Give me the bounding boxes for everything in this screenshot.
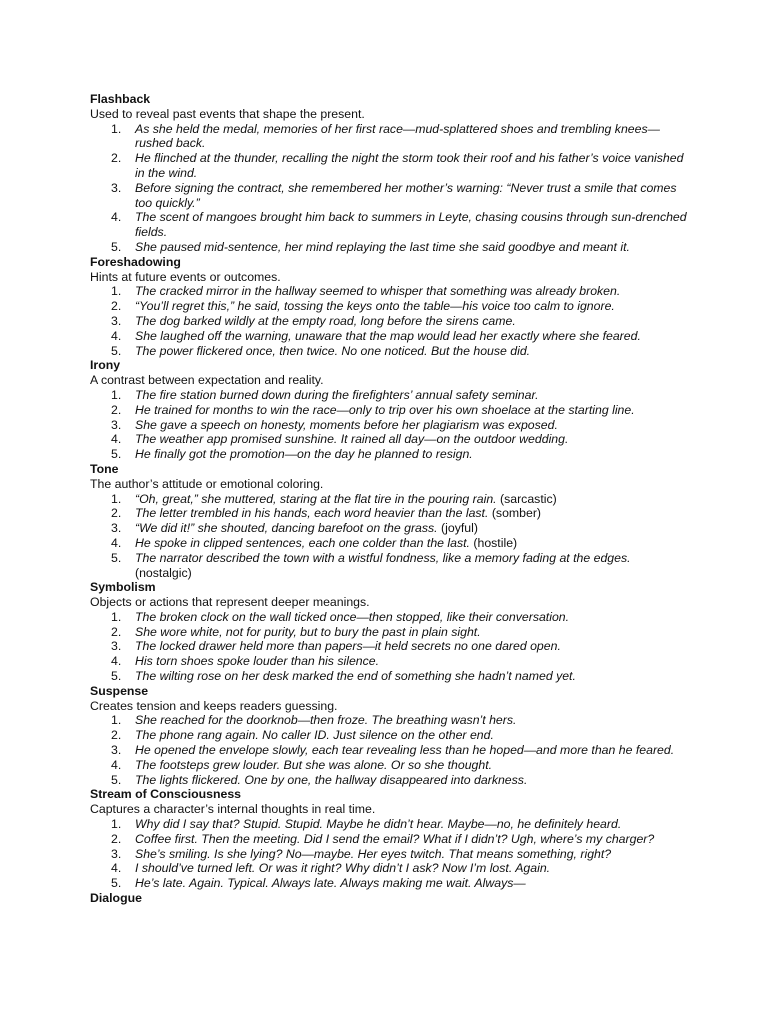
- list-item: [90, 210, 690, 240]
- section-description: Used to reveal past events that shape the present.: [90, 106, 365, 121]
- list-item: [90, 492, 690, 507]
- list-item: [90, 151, 690, 181]
- list-item: [90, 536, 690, 551]
- list-item: [90, 299, 690, 314]
- list-item: [90, 344, 690, 359]
- list-item: [90, 521, 690, 536]
- example-text: The broken clock on the wall ticked once—then stopped, like their conversation.: [135, 609, 570, 624]
- list-item-number: 5.: [111, 343, 122, 358]
- list-item-number: 1.: [111, 121, 122, 136]
- example-text: He finally got the promotion—on the day he planned to resign.: [135, 447, 473, 462]
- section-heading: Flashback: [90, 92, 151, 106]
- document-page: [90, 92, 690, 906]
- section-description: Captures a character’s internal thoughts in real time.: [90, 802, 376, 817]
- list-item-number: 3.: [111, 846, 122, 861]
- list-item: [90, 447, 690, 462]
- list-item: [90, 876, 690, 891]
- list-item-number: 1.: [111, 609, 122, 624]
- list-item: [90, 728, 690, 743]
- tone-label: (joyful): [441, 521, 478, 536]
- list-item-number: 5.: [111, 772, 122, 787]
- section-heading: Symbolism: [90, 580, 156, 595]
- list-item-number: 2.: [111, 831, 122, 846]
- tone-label: (somber): [491, 506, 542, 521]
- section-description: The author’s attitude or emotional coloring.: [90, 476, 324, 491]
- example-list: [90, 492, 690, 581]
- example-text: “You’ll regret this,” he said, tossing the keys onto the table—his voice too calm to ignore.: [135, 299, 615, 314]
- example-list: [90, 817, 690, 891]
- section-flashback: [90, 92, 690, 255]
- section-description: Objects or actions that represent deeper meanings.: [90, 595, 370, 610]
- list-item-number: 1.: [111, 491, 122, 506]
- list-item: [90, 832, 690, 847]
- example-text: The fire station burned down during the firefighters’ annual safety seminar.: [135, 387, 539, 402]
- section-tone: [90, 462, 690, 580]
- list-item-number: 2.: [111, 299, 122, 314]
- list-item-number: 5.: [111, 447, 122, 462]
- list-item: [90, 713, 690, 728]
- section-description: A contrast between expectation and reality.: [90, 373, 324, 388]
- list-item-number: 5.: [111, 239, 122, 254]
- example-text: The locked drawer held more than papers—it held secrets no one dared open.: [135, 639, 561, 654]
- section-description: Hints at future events or outcomes.: [90, 269, 281, 284]
- list-item-number: 1.: [111, 817, 122, 832]
- list-item-number: 3.: [111, 521, 122, 536]
- example-text: She wore white, not for purity, but to bury the past in plain sight.: [135, 624, 481, 639]
- list-item: [90, 654, 690, 669]
- example-text: She reached for the doorknob—then froze. The breathing wasn’t hers.: [135, 713, 517, 728]
- example-text: As she held the medal, memories of her first race—mud-splattered shoes and trembling knees—rushed back.: [135, 121, 660, 151]
- list-item: [90, 551, 690, 581]
- list-item-number: 4.: [111, 328, 122, 343]
- list-item: [90, 181, 690, 211]
- list-item: [90, 122, 690, 152]
- tone-label: (nostalgic): [135, 565, 192, 580]
- example-list: [90, 713, 690, 787]
- list-item: [90, 669, 690, 684]
- example-text: The scent of mangoes brought him back to summers in Leyte, chasing cousins through sun-drenched fields.: [135, 210, 687, 240]
- list-item: [90, 284, 690, 299]
- list-item: [90, 773, 690, 788]
- section-heading: Irony: [90, 358, 121, 373]
- list-item-number: 2.: [111, 151, 122, 166]
- list-item: [90, 388, 690, 403]
- list-item-number: 1.: [111, 387, 122, 402]
- example-text: He flinched at the thunder, recalling the night the storm took their roof and his father’s voice vanished in the wind.: [135, 151, 684, 180]
- section-description: Creates tension and keeps readers guessing.: [90, 698, 338, 713]
- list-item: [90, 610, 690, 625]
- section-heading: Foreshadowing: [90, 254, 181, 269]
- list-item-number: 4.: [111, 210, 122, 225]
- section-symbolism: [90, 580, 690, 684]
- section-foreshadowing: [90, 255, 690, 359]
- example-text: The wilting rose on her desk marked the end of something she hadn’t named yet.: [135, 669, 576, 684]
- list-item-number: 3.: [111, 180, 122, 195]
- example-text: “We did it!” she shouted, dancing barefoot on the grass.: [135, 521, 438, 536]
- example-text: He spoke in clipped sentences, each one colder than the last.: [135, 535, 470, 550]
- list-item-number: 1.: [111, 713, 122, 728]
- section-stream-of-consciousness: [90, 787, 690, 891]
- list-item-number: 5.: [111, 669, 122, 684]
- list-item-number: 2.: [111, 506, 122, 521]
- list-item: [90, 329, 690, 344]
- list-item: [90, 506, 690, 521]
- section-heading: Dialogue: [90, 891, 142, 906]
- example-list: [90, 388, 690, 462]
- section-heading: Stream of Consciousness: [90, 787, 242, 802]
- list-item: [90, 743, 690, 758]
- example-text: He opened the envelope slowly, each tear revealing less than he hoped—and more than he feared.: [135, 743, 675, 758]
- list-item-number: 4.: [111, 432, 122, 447]
- list-item-number: 4.: [111, 535, 122, 550]
- example-text: The phone rang again. No caller ID. Just silence on the other end.: [135, 728, 494, 743]
- list-item-number: 4.: [111, 861, 122, 876]
- list-item: [90, 418, 690, 433]
- section-heading: Suspense: [90, 683, 149, 698]
- example-text: I should’ve turned left. Or was it right? Why didn’t I ask? Now I’m lost. Again.: [135, 861, 551, 876]
- example-text: The lights flickered. One by one, the hallway disappeared into darkness.: [135, 772, 528, 787]
- example-list: [90, 284, 690, 358]
- list-item: [90, 758, 690, 773]
- example-text: The weather app promised sunshine. It rained all day—on the outdoor wedding.: [135, 432, 569, 447]
- example-list: [90, 610, 690, 684]
- example-text: The dog barked wildly at the empty road, long before the sirens came.: [135, 313, 516, 328]
- list-item: [90, 861, 690, 876]
- example-text: The narrator described the town with a wistful fondness, like a memory fading at the edges.: [135, 550, 631, 565]
- example-text: She paused mid-sentence, her mind replaying the last time she said goodbye and meant it.: [135, 239, 630, 254]
- example-text: She gave a speech on honesty, moments before her plagiarism was exposed.: [135, 417, 558, 432]
- list-item: [90, 240, 690, 255]
- list-item-number: 3.: [111, 313, 122, 328]
- section-heading: Tone: [90, 461, 119, 476]
- example-text: The cracked mirror in the hallway seemed to whisper that something was already broken.: [135, 284, 621, 299]
- section-irony: [90, 358, 690, 462]
- list-item-number: 1.: [111, 284, 122, 299]
- example-list: [90, 122, 690, 255]
- list-item-number: 3.: [111, 743, 122, 758]
- example-text: The letter trembled in his hands, each word heavier than the last.: [135, 506, 489, 521]
- section-suspense: [90, 684, 690, 788]
- example-text: The power flickered once, then twice. No one noticed. But the house did.: [135, 343, 531, 358]
- example-text: Why did I say that? Stupid. Stupid. Maybe he didn’t hear. Maybe—no, he definitely heard.: [135, 817, 622, 832]
- example-text: His torn shoes spoke louder than his silence.: [135, 654, 380, 669]
- list-item-number: 4.: [111, 654, 122, 669]
- list-item: [90, 817, 690, 832]
- tone-label: (sarcastic): [500, 491, 557, 506]
- section-dialogue: [90, 891, 690, 906]
- list-item: [90, 432, 690, 447]
- list-item-number: 5.: [111, 550, 122, 565]
- list-item-number: 3.: [111, 417, 122, 432]
- list-item: [90, 847, 690, 862]
- tone-label: (hostile): [473, 535, 518, 550]
- list-item-number: 2.: [111, 728, 122, 743]
- list-item-number: 4.: [111, 757, 122, 772]
- example-text: She’s smiling. Is she lying? No—maybe. Her eyes twitch. That means something, right?: [135, 846, 612, 861]
- example-text: She laughed off the warning, unaware that the map would lead her exactly where she feared.: [135, 328, 641, 343]
- list-item: [90, 403, 690, 418]
- example-text: “Oh, great,” she muttered, staring at the flat tire in the pouring rain.: [135, 491, 497, 506]
- list-item-number: 3.: [111, 639, 122, 654]
- example-text: He trained for months to win the race—only to trip over his own shoelace at the starting line.: [135, 402, 635, 417]
- list-item-number: 5.: [111, 876, 122, 891]
- example-text: The footsteps grew louder. But she was alone. Or so she thought.: [135, 757, 493, 772]
- list-item-number: 2.: [111, 402, 122, 417]
- list-item-number: 2.: [111, 624, 122, 639]
- list-item: [90, 314, 690, 329]
- list-item: [90, 625, 690, 640]
- example-text: He’s late. Again. Typical. Always late. Always making me wait. Always—: [135, 876, 526, 891]
- example-text: Coffee first. Then the meeting. Did I send the email? What if I didn’t? Ugh, where’s my charger?: [135, 831, 655, 846]
- list-item: [90, 639, 690, 654]
- example-text: Before signing the contract, she remembered her mother’s warning: “Never trust a smile that comes too quickly.”: [135, 180, 677, 210]
